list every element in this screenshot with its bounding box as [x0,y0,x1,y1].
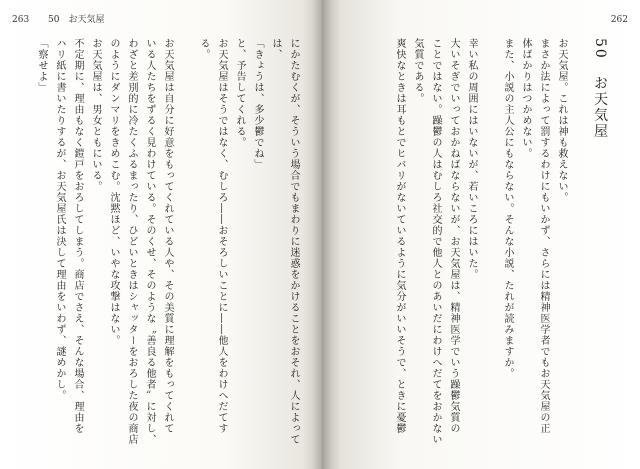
right-page-number: 262 [610,15,628,25]
blank-line [176,38,194,459]
body-line: 「察せよ」 [36,38,47,93]
blank-line [480,38,498,459]
body-line: いる人たちをずるく見わけている。そのくせ、そのような〝善良る他者〟に対し、 [144,38,155,445]
body-line: わざと差別的に冷たくふるまったり、ひどいときはシャッターをおろした夜の商店 [126,38,137,445]
body-line: のようにダンマリをきめこむ。沈黙ほど、いやな攻撃はない。 [108,38,119,346]
blank-line [570,38,588,459]
body-line: お天気屋。これは神も救えない。 [556,38,567,203]
body-line: お天気屋は自分に好意をもってくれている人や、その美質に理解をもってくれて [162,38,173,434]
body-line: また、小説の主人公にもならない。そんな小説、たれが読みますか。 [502,38,513,379]
body-line: ハリ紙に書いたりするが、お天気屋氏は決して理由をいわず、謎めかし。 [54,38,65,401]
body-line: 体ばかりはつかめない。 [520,38,531,159]
left-running-head: 50 お天気屋 [48,15,105,25]
body-line: まさか法によって罰するわけにもいかず、さらには精神医学者でもお天気屋の正 [538,38,549,434]
body-line: ことではない。躁鬱の人はむしろ社交的で他人とのあいだにわけへだてをおかない [430,38,441,445]
body-line: と、予告してくれる。 [234,38,245,148]
body-line: お天気屋は、男女ともにいる。 [90,38,101,192]
body-line: 大いそぎでいっておかねばならないが、お天気屋は、精神医学でいう躁鬱気質の [448,38,459,434]
body-line: る。 [198,38,209,60]
right-body-text [394,38,612,459]
body-line: 幸い私の周囲にはいないが、若いころにはいた。 [466,38,477,280]
body-line: 不定期に、理由もなく鎧戸をおろしてしまう。商店でさえ、そんな場合、理由を [72,38,83,434]
body-line: 気質である。 [412,38,423,104]
body-line: にかたむくが、そういう場合でもまわりに迷惑をかけることをおそれ、人によって [288,38,299,445]
body-line: は、 [270,38,281,60]
right-page [322,0,640,469]
chapter-title: 50 お天気屋 [592,38,608,140]
left-body-text [10,38,302,459]
left-page-number: 263 [12,15,30,25]
body-line: 爽快なときは耳もとでヒバリがないているように気分がいいそうで、ときに憂鬱 [394,38,405,434]
body-line: お天気屋はそうではなく、むしろ――おそろしいことに――他人をわけへだてす [216,38,227,434]
body-line: 「きょうは、多少鬱でね」 [252,38,263,170]
